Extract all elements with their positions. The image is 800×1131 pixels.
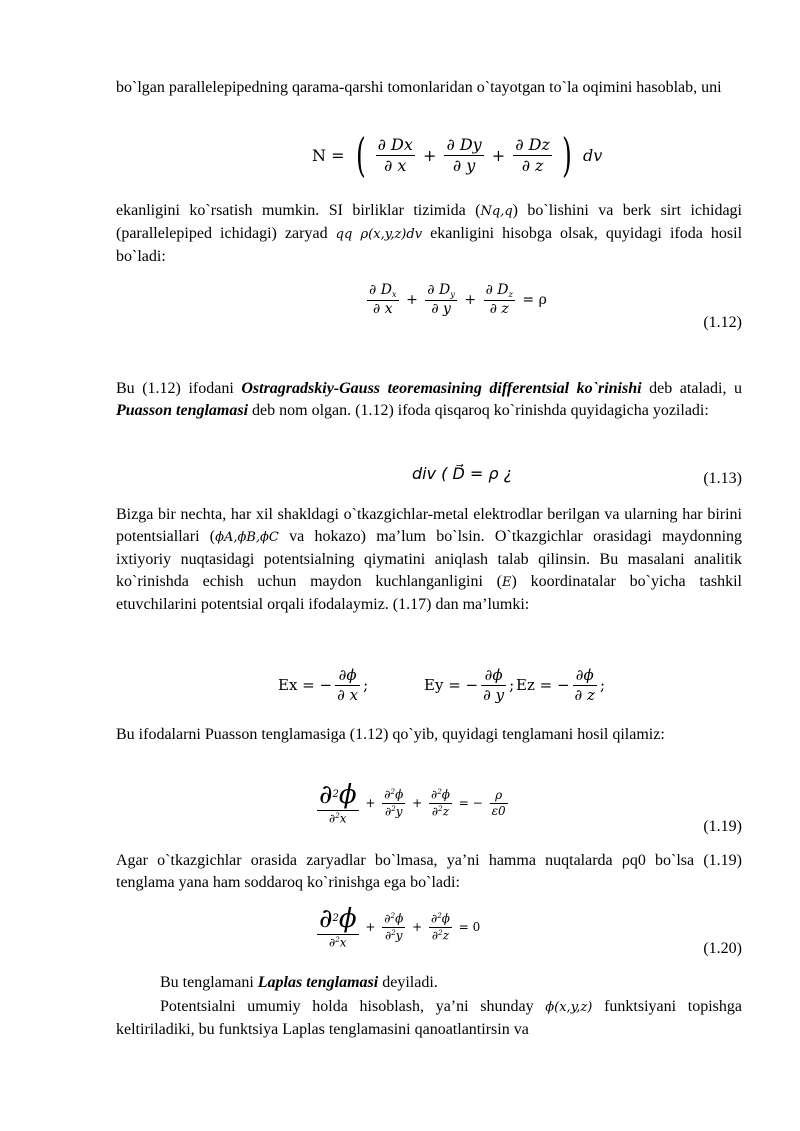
paragraph-7: Bu tenglamani Laplas tenglamasi deyiladi.	[160, 974, 438, 991]
paragraph-8: Potentsialni umumiy holda hisoblash, ya’ni shunday ϕ(x,y,z) funktsiyani topishga keltiriladiki, bu funktsiya Laplas tenglamasini qanoatlantirsin va	[116, 998, 742, 1038]
fraction-dx: $\frac{\partial Dx}{\partial x}$	[377, 134, 413, 175]
term-poisson-equation: Puasson tenglamasi	[116, 402, 249, 419]
equation-number-1-19: (1.19)	[703, 818, 742, 835]
equation-N-tail: dv	[583, 145, 603, 165]
term-laplace-equation: Laplas tenglamasi	[257, 974, 379, 991]
equation-1-20: $\frac{\partial^2\phi}{\partial^2x}$ + $\frac{\partial^2\phi}{\partial^2y}$ + $\frac{\partial^2\phi}{\partial^2z}$ = 0	[319, 904, 481, 950]
equation-number-1-12: (1.12)	[703, 314, 742, 331]
paragraph-5: Bu ifodalarni Puasson tenglamasiga (1.12) qo`yib, quyidagi tenglamani hosil qilamiz:	[116, 726, 665, 743]
paragraph-1	[116, 77, 742, 99]
equation-N-lhs: N =	[312, 145, 345, 165]
paragraph-2: ekanligini ko`rsatish mumkin. SI birliklar tizimida (Nq,q) bo`lishini va berk sirt ichidagi (parallelepiped ichidagi) zaryad qq ρ(x,y,z)dv ekanligini hisobga olsak, quyidagi ifoda hosil bo`ladi:	[116, 202, 743, 265]
inline-formula-phi-xyz: ϕ(x,y,z)	[545, 1000, 593, 1015]
paragraph-1-text: bo`lgan parallelepipedning qarama-qarshi tomonlaridan o`tayotgan to`la oqimini hasoblab, uni	[116, 79, 722, 96]
paragraph-3: Bu (1.12) ifodani Ostragradskiy-Gauss teoremasining differentsial ko`rinishi deb ataladi, u Puasson tenglamasi deb nom olgan. (1.12) ifoda qisqaroq ko`rinishda quyidagicha yoziladi:	[116, 380, 743, 419]
paragraph-6: Agar o`tkazgichlar orasida zaryadlar bo`lmasa, ya’ni hamma nuqtalarda ρq0 bo`lsa (1.19) tenglama yana ham soddaroq ko`rinishga ega bo`ladi:	[116, 852, 742, 891]
fraction-dz: $\frac{\partial Dz}{\partial z}$	[515, 134, 550, 175]
equation-N: N = ( $\frac{\partial Dx}{\partial x}$ + $\frac{\partial Dy}{\partial y}$ + $\frac{\partial Dz}{\partial z}$ ) dv	[312, 128, 603, 182]
inline-formula-charge: qq ρ(x,y,z)dv	[335, 227, 423, 242]
document-page	[116, 0, 742, 1131]
inline-symbol-E: E	[502, 575, 512, 590]
equation-1-12-rhs: = ρ	[522, 292, 547, 308]
equation-Ex: Ex = − $\frac{\partial\phi}{\partial x}$ ;	[278, 666, 369, 704]
equation-Ey: Ey = − $\frac{\partial\phi}{\partial y}$ ;	[424, 666, 515, 704]
paren-open: (	[355, 128, 366, 182]
inline-formula-potentials: ϕA,ϕB,ϕC	[215, 530, 279, 545]
equation-1-12: $\frac{\partial D_x}{\partial x}$ + $\frac{\partial D_y}{\partial y}$ + $\frac{\partial D_z}{\partial z}$ = ρ	[369, 282, 547, 317]
term-ostrogradsky-gauss: Ostragradskiy-Gauss teoremasining differentsial ko`rinishi	[241, 380, 642, 397]
equation-number-1-13: (1.13)	[703, 470, 742, 487]
equation-number-1-20: (1.20)	[703, 940, 742, 957]
equation-Ez: Ez = − $\frac{\partial\phi}{\partial z}$ ;	[516, 666, 606, 704]
inline-formula-Nq: Nq,q	[480, 204, 513, 219]
paren-close: )	[562, 128, 572, 182]
equation-1-13: div ( D⃗ = ρ ¿	[412, 464, 513, 483]
paragraph-4: Bizga bir nechta, har xil shakldagi o`tkazgichlar-metal elektrodlar berilgan va ularning har birini potentsiallari (ϕA,ϕB,ϕC va hokazo) ma’lum bo`lsin. O`tkazgichlar orasidagi maydonning ixtiyoriy nuqtasidagi potentsialning qiymatini aniqlash talab qilinsin. Bu masalani analitik ko`rinishda echish uchun maydon kuchlanganligini (E) koordinatalar bo`yicha tashkil etuvchilarini potentsial orqali ifodalaymiz. (1.17) dan ma’lumki:	[116, 506, 743, 613]
equation-1-19: $\frac{\partial^2\phi}{\partial^2x}$ + $\frac{\partial^2\phi}{\partial^2y}$ + $\frac{\partial^2\phi}{\partial^2z}$ = − $\frac{\rho}{\varepsilon 0}$	[319, 780, 506, 826]
fraction-dy: $\frac{\partial Dy}{\partial y}$	[446, 134, 482, 175]
